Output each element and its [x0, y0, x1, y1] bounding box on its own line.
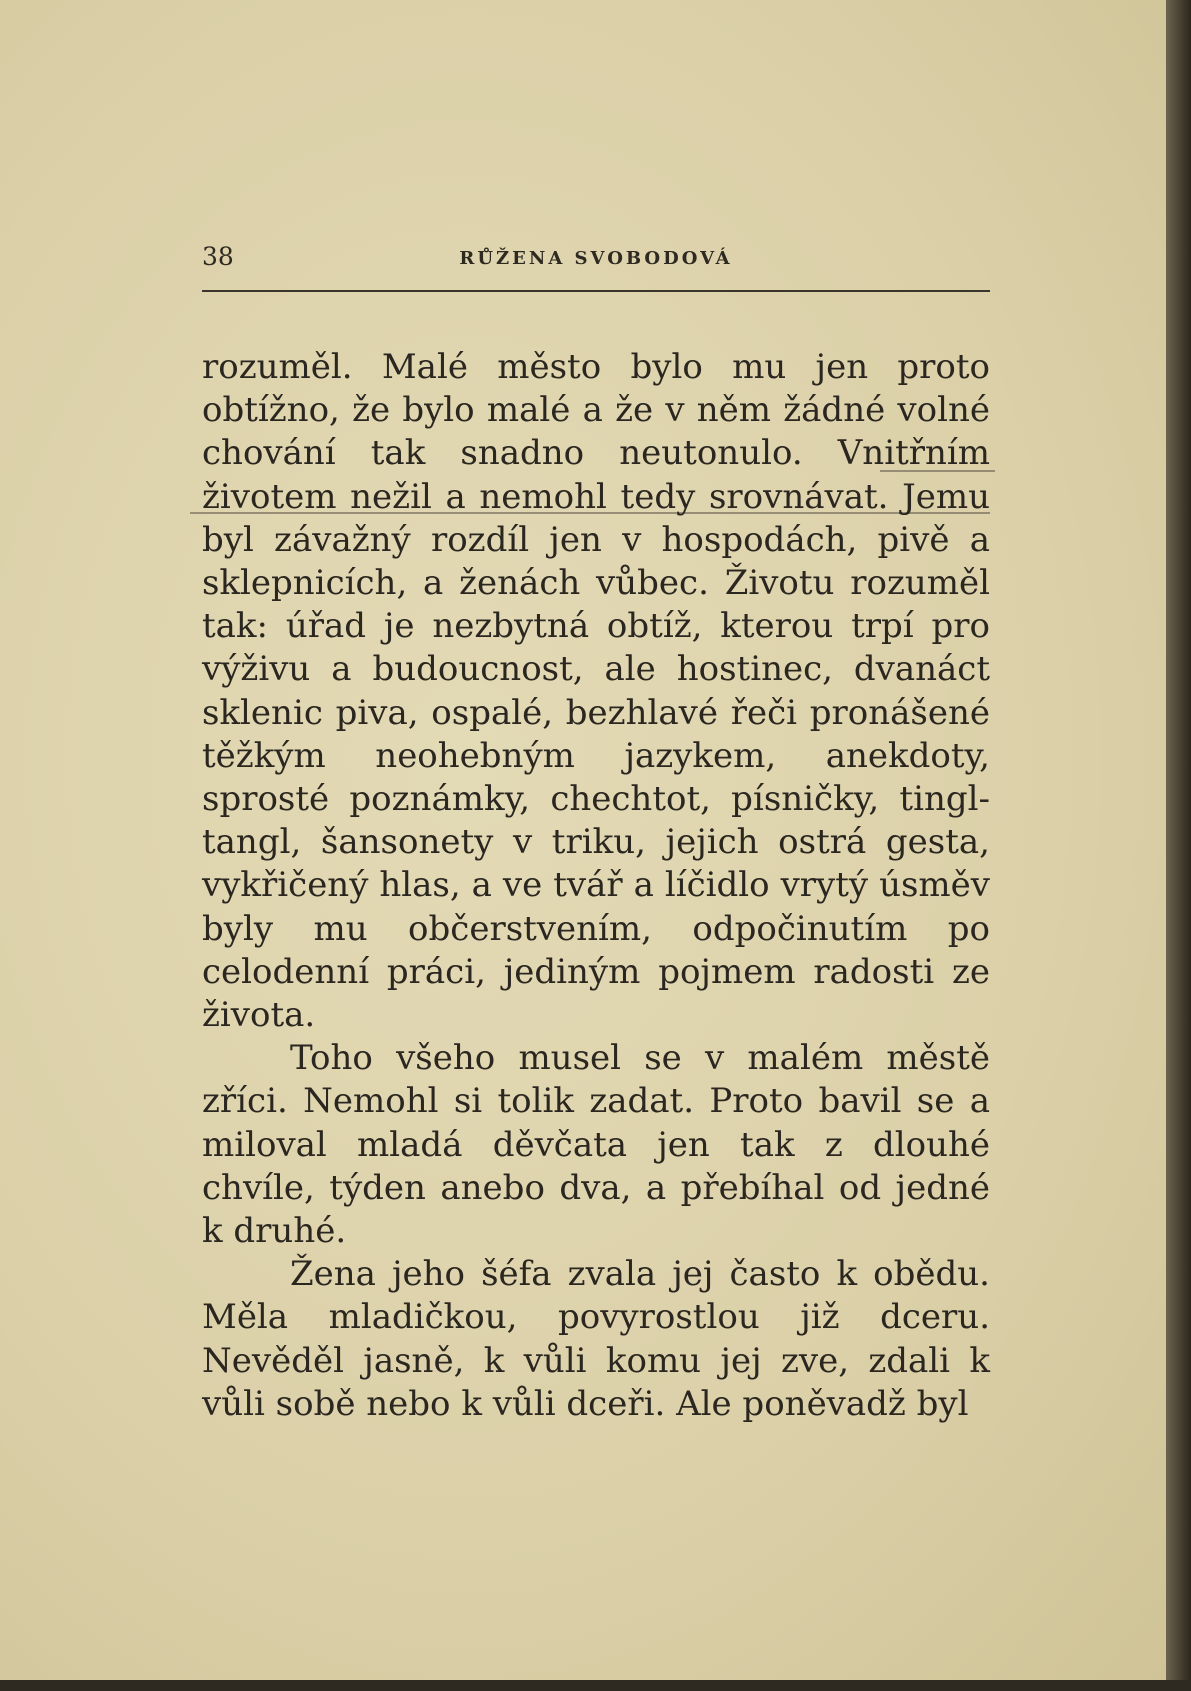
paragraph: Toho všeho musel se v malém městě zříci. Nemohl si tolik zadat. Proto bavil se a miloval mladá děvčata jen tak z dlouhé chvíle, týden anebo dva, a přebíhal od jedné k druhé. [202, 1038, 990, 1252]
body-text [202, 346, 990, 1426]
paragraph: Žena jeho šéfa zvala jej často k obědu. Měla mladičkou, povyrostlou již dceru. Nevěděl jasně, k vůli komu jej zve, zdali k vůli sobě nebo k vůli dceři. Ale poněvadž byl [202, 1254, 990, 1424]
page-edge-bottom [0, 1680, 1191, 1691]
running-title: RŮŽENA SVOBODOVÁ [459, 248, 733, 269]
page-edge-right [1166, 0, 1191, 1691]
paragraph: rozuměl. Malé město bylo mu jen proto obtížno, že bylo malé a že v něm žádné volné chování tak snadno neutonulo. Vnitřním životem nežil a nemohl tedy srovnávat. Jemu byl závažný rozdíl jen v hospodách, pivě a sklepnicích, a ženách vůbec. Životu rozuměl tak: úřad je nezbytná obtíž, kterou trpí pro výživu a budoucnost, ale hostinec, dvanáct sklenic piva, ospalé, bezhlavé řeči pronášené těžkým neohebným jazykem, anekdoty, sprosté poznámky, chechtot, písničky, tingl-tangl, šansonety v triku, jejich ostrá gesta, vykřičený hlas, a ve tvář a líčidlo vrytý úsměv byly mu občerstvením, odpočinutím po celodenní práci, jediným pojmem radosti ze života. [202, 347, 990, 1036]
page-header [202, 242, 990, 282]
page-number: 38 [202, 242, 234, 271]
header-rule [202, 290, 990, 292]
